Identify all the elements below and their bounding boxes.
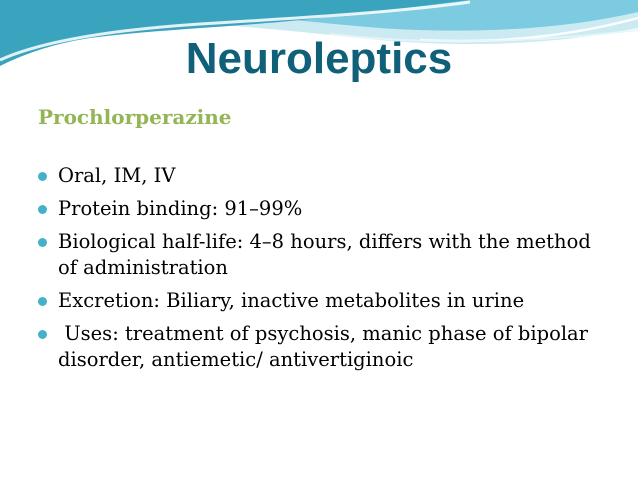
bullet-list bbox=[38, 163, 598, 373]
slide-title: Neuroleptics bbox=[185, 34, 453, 83]
bullet-marker-icon bbox=[38, 238, 47, 247]
bullet-marker-icon bbox=[38, 297, 47, 306]
bullet-item-excretion bbox=[38, 288, 598, 314]
bullet-text: Biological half-life: 4–8 hours, differs with the method of administration bbox=[58, 230, 591, 279]
bullet-marker-icon bbox=[38, 205, 47, 214]
bullet-item-half-life bbox=[38, 229, 598, 281]
bullet-item-protein-binding bbox=[38, 196, 598, 222]
slide-subtitle: Prochlorperazine bbox=[38, 105, 232, 129]
bullet-marker-icon bbox=[38, 172, 47, 181]
bullet-marker-icon bbox=[38, 330, 47, 339]
bullet-text: Oral, IM, IV bbox=[58, 164, 176, 187]
bullet-text: Excretion: Biliary, inactive metabolites in urine bbox=[58, 289, 525, 312]
bullet-text: Protein binding: 91–99% bbox=[58, 197, 303, 220]
bullet-item-uses bbox=[38, 321, 598, 373]
bullet-text: Uses: treatment of psychosis, manic phase of bipolar disorder, antiemetic/ antivertiginoic bbox=[58, 322, 595, 371]
bullet-item-route bbox=[38, 163, 598, 189]
